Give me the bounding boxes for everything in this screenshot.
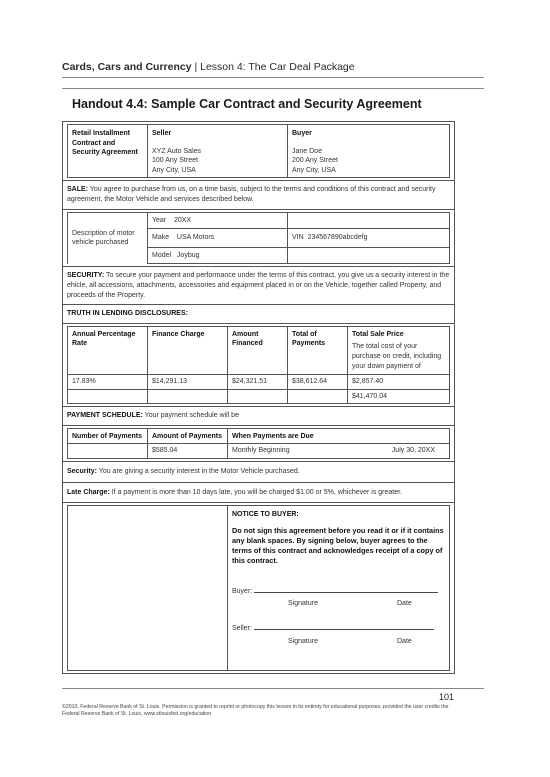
copyright-notice: ©2010, Federal Reserve Bank of St. Louis. Permission is granted to reprint or photocopy this lesson in its entirety for educational purposes, provided the user credits the Federal Reserve Bank of St. Louis, www.stlouisfed.org/education — [62, 704, 449, 717]
security-interest-label: Security: — [67, 468, 97, 476]
tila-amount-header: Amount Financed — [228, 326, 288, 374]
vehicle-model: Model Joybug — [148, 247, 288, 264]
security-clause — [63, 267, 455, 305]
seller-signature-caption: Signature — [288, 638, 318, 646]
vehicle-make: Make USA Motors — [148, 229, 288, 248]
buyer-label: Buyer — [292, 130, 312, 137]
schedule-number-value — [68, 444, 148, 459]
schedule-due-header: When Payments are Due — [228, 428, 450, 444]
tila-sale-header: Total Sale Price — [352, 330, 404, 338]
seller-signature-line: Seller: — [232, 623, 445, 634]
sale-clause — [63, 181, 455, 209]
tila-heading: TRUTH IN LENDING DISCLOSURES: — [63, 305, 455, 324]
vehicle-vin: VIN 234567890abcdefg — [288, 229, 450, 248]
buyer-signature-caption: Signature — [288, 600, 318, 608]
vehicle-description-label: Description of motor vehicle purchased — [68, 212, 148, 264]
buyer-cell — [288, 125, 450, 178]
seller-line: 100 Any Street — [152, 157, 198, 165]
schedule-amount-value: $585.04 — [148, 444, 228, 459]
contract-type-label: Retail Installment Contract and Security Agreement — [68, 125, 148, 178]
buyer-line: Any City, USA — [292, 166, 336, 174]
notice-body: Do not sign this agreement before you read it or if it contains any blank spaces. By signing below, buyer agrees to the terms of this contract and acknowledges receipt of a copy of this contract. — [232, 525, 444, 565]
header-lesson: | Lesson 4: The Car Deal Package — [191, 61, 355, 73]
contract-table — [62, 121, 455, 674]
sale-text: You agree to purchase from us, on a time basis, subject to the terms and conditions of this contract and security agreement, the Motor Vehicle and services described below. — [67, 186, 436, 203]
tila-sale-description: The total cost of your purchase on credit, including your down payment of — [352, 343, 442, 370]
vehicle-year: Year 20XX — [148, 212, 288, 229]
schedule-due-value: Monthly Beginning July 30, 20XX — [228, 444, 450, 459]
tila-finance-header: Finance Charge — [148, 326, 228, 374]
payment-schedule-label: PAYMENT SCHEDULE: — [67, 412, 143, 420]
seller-label: Seller — [152, 130, 172, 137]
security-interest-text: You are giving a security interest in the Motor Vehicle purchased. — [96, 468, 300, 476]
title-rule — [62, 88, 484, 89]
schedule-amount-header: Amount of Payments — [148, 428, 228, 444]
notice-to-buyer — [228, 506, 450, 671]
notice-heading: NOTICE TO BUYER: — [232, 511, 299, 519]
tila-apr-header: Annual Percentage Rate — [68, 326, 148, 374]
tila-sale-price: $41,470.04 — [348, 389, 450, 404]
page-title: Handout 4.4: Sample Car Contract and Security Agreement — [72, 97, 422, 111]
tila-sale-header-cell — [348, 326, 450, 374]
buyer-line: 200 Any Street — [292, 157, 338, 165]
seller-line: XYZ Auto Sales — [152, 147, 202, 155]
payment-schedule-text: Your payment schedule will be — [142, 412, 239, 420]
seller-cell — [148, 125, 288, 178]
sale-label: SALE: — [67, 186, 88, 194]
security-interest-clause — [63, 462, 455, 483]
page-number: 101 — [438, 692, 454, 702]
page-header — [62, 61, 355, 73]
late-charge-text: If a payment is more than 10 days late, you will be charged $1.00 or 5%, whichever is greater. — [109, 488, 403, 496]
tila-amount-value: $24,321.51 — [228, 375, 288, 390]
buyer-signature-line: Buyer: — [232, 586, 445, 597]
vehicle-blank — [288, 212, 450, 229]
schedule-number-header: Number of Payments — [68, 428, 148, 444]
header-rule — [62, 77, 484, 78]
late-charge-clause — [63, 482, 455, 503]
payment-schedule-clause — [63, 407, 455, 426]
header-course: Cards, Cars and Currency — [62, 61, 192, 73]
seller-line: Any City, USA — [152, 166, 196, 174]
tila-total-header: Total of Payments — [288, 326, 348, 374]
tila-total-value: $38,612.64 — [288, 375, 348, 390]
security-label: SECURITY: — [67, 272, 105, 280]
late-charge-label: Late Charge: — [67, 488, 110, 496]
buyer-line: Jane Doe — [292, 147, 322, 155]
tila-apr-value: 17.83% — [68, 375, 148, 390]
security-text: To secure your payment and performance under the terms of this contract, you give us a security interest in the ehicle, all accessions, attachments, accessories and equipment placed in or on the Vehicle, together called Property, and proceeds of the Property. — [67, 272, 450, 299]
buyer-date-caption: Date — [397, 600, 412, 608]
tila-finance-value: $14,291.13 — [148, 375, 228, 390]
footer-rule — [62, 688, 484, 689]
tila-down-payment: $2,857.40 — [348, 375, 450, 390]
seller-date-caption: Date — [397, 638, 412, 646]
